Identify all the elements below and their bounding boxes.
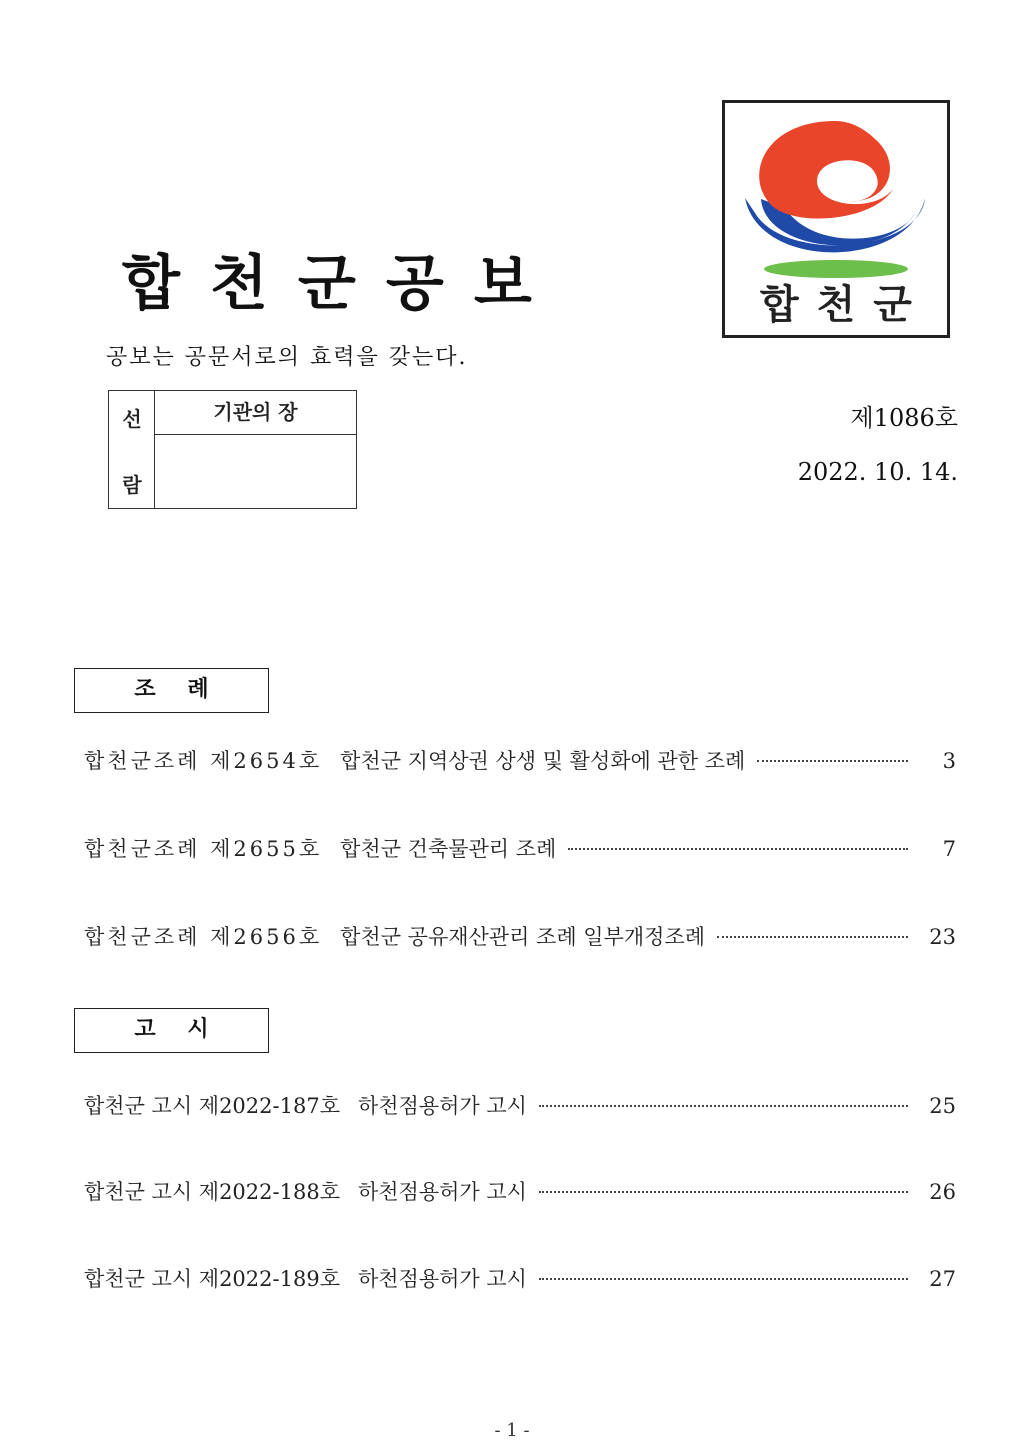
toc-entry-prefix: 합천군 고시 제2022-188호 bbox=[84, 1180, 340, 1204]
toc-entry[interactable] bbox=[84, 1090, 956, 1120]
toc-entry-title: 하천점용허가 고시 bbox=[357, 1267, 527, 1291]
toc-entry-prefix: 합천군조례 제2656호 bbox=[84, 925, 323, 949]
toc-entry-title: 하천점용허가 고시 bbox=[357, 1094, 527, 1118]
toc-entry-page: 26 bbox=[929, 1180, 956, 1204]
toc-entry-title: 하천점용허가 고시 bbox=[357, 1180, 527, 1204]
toc-entry-page: 25 bbox=[929, 1094, 956, 1118]
section-heading-notice: 고 시 bbox=[74, 1008, 269, 1053]
toc-entry-page: 27 bbox=[929, 1267, 956, 1291]
approval-label-bottom: 람 bbox=[122, 473, 142, 497]
page-number: - 1 - bbox=[494, 1420, 530, 1441]
toc-entry-prefix: 합천군 고시 제2022-189호 bbox=[84, 1267, 340, 1291]
issue-date: 2022. 10. 14. bbox=[797, 458, 958, 486]
toc-entry-page: 7 bbox=[942, 837, 956, 861]
approval-label-top: 선 bbox=[122, 407, 142, 431]
toc-entry[interactable] bbox=[84, 1263, 956, 1293]
issue-number: 제1086호 bbox=[850, 404, 958, 432]
toc-entry-title: 합천군 공유재산관리 조례 일부개정조례 bbox=[340, 925, 706, 949]
logo-text: 합천군 bbox=[760, 282, 930, 328]
toc-leader-dots bbox=[539, 1191, 908, 1193]
hapcheon-logo bbox=[722, 100, 950, 338]
approval-header: 기관의 장 bbox=[155, 391, 356, 435]
toc-entry-title: 합천군 지역상권 상생 및 활성화에 관한 조례 bbox=[340, 749, 746, 773]
toc-entry[interactable] bbox=[84, 921, 956, 951]
section-heading-ordinance: 조 례 bbox=[74, 668, 269, 713]
toc-entry-prefix: 합천군조례 제2655호 bbox=[84, 837, 323, 861]
approval-box bbox=[108, 390, 357, 509]
toc-entry-page: 3 bbox=[942, 749, 956, 773]
toc-leader-dots bbox=[717, 936, 908, 938]
page-title: 합천군공보 bbox=[122, 249, 562, 319]
toc-leader-dots bbox=[539, 1278, 908, 1280]
toc-entry-page: 23 bbox=[929, 925, 956, 949]
toc-leader-dots bbox=[757, 760, 908, 762]
toc-entry[interactable] bbox=[84, 1176, 956, 1206]
page-subtitle: 공보는 공문서로의 효력을 갖는다. bbox=[106, 345, 468, 370]
toc-entry-prefix: 합천군조례 제2654호 bbox=[84, 749, 323, 773]
toc-entry[interactable] bbox=[84, 745, 956, 775]
toc-leader-dots bbox=[568, 848, 908, 850]
toc-entry[interactable] bbox=[84, 833, 956, 863]
toc-entry-prefix: 합천군 고시 제2022-187호 bbox=[84, 1094, 340, 1118]
toc-entry-title: 합천군 건축물관리 조례 bbox=[340, 837, 557, 861]
toc-leader-dots bbox=[539, 1105, 908, 1107]
